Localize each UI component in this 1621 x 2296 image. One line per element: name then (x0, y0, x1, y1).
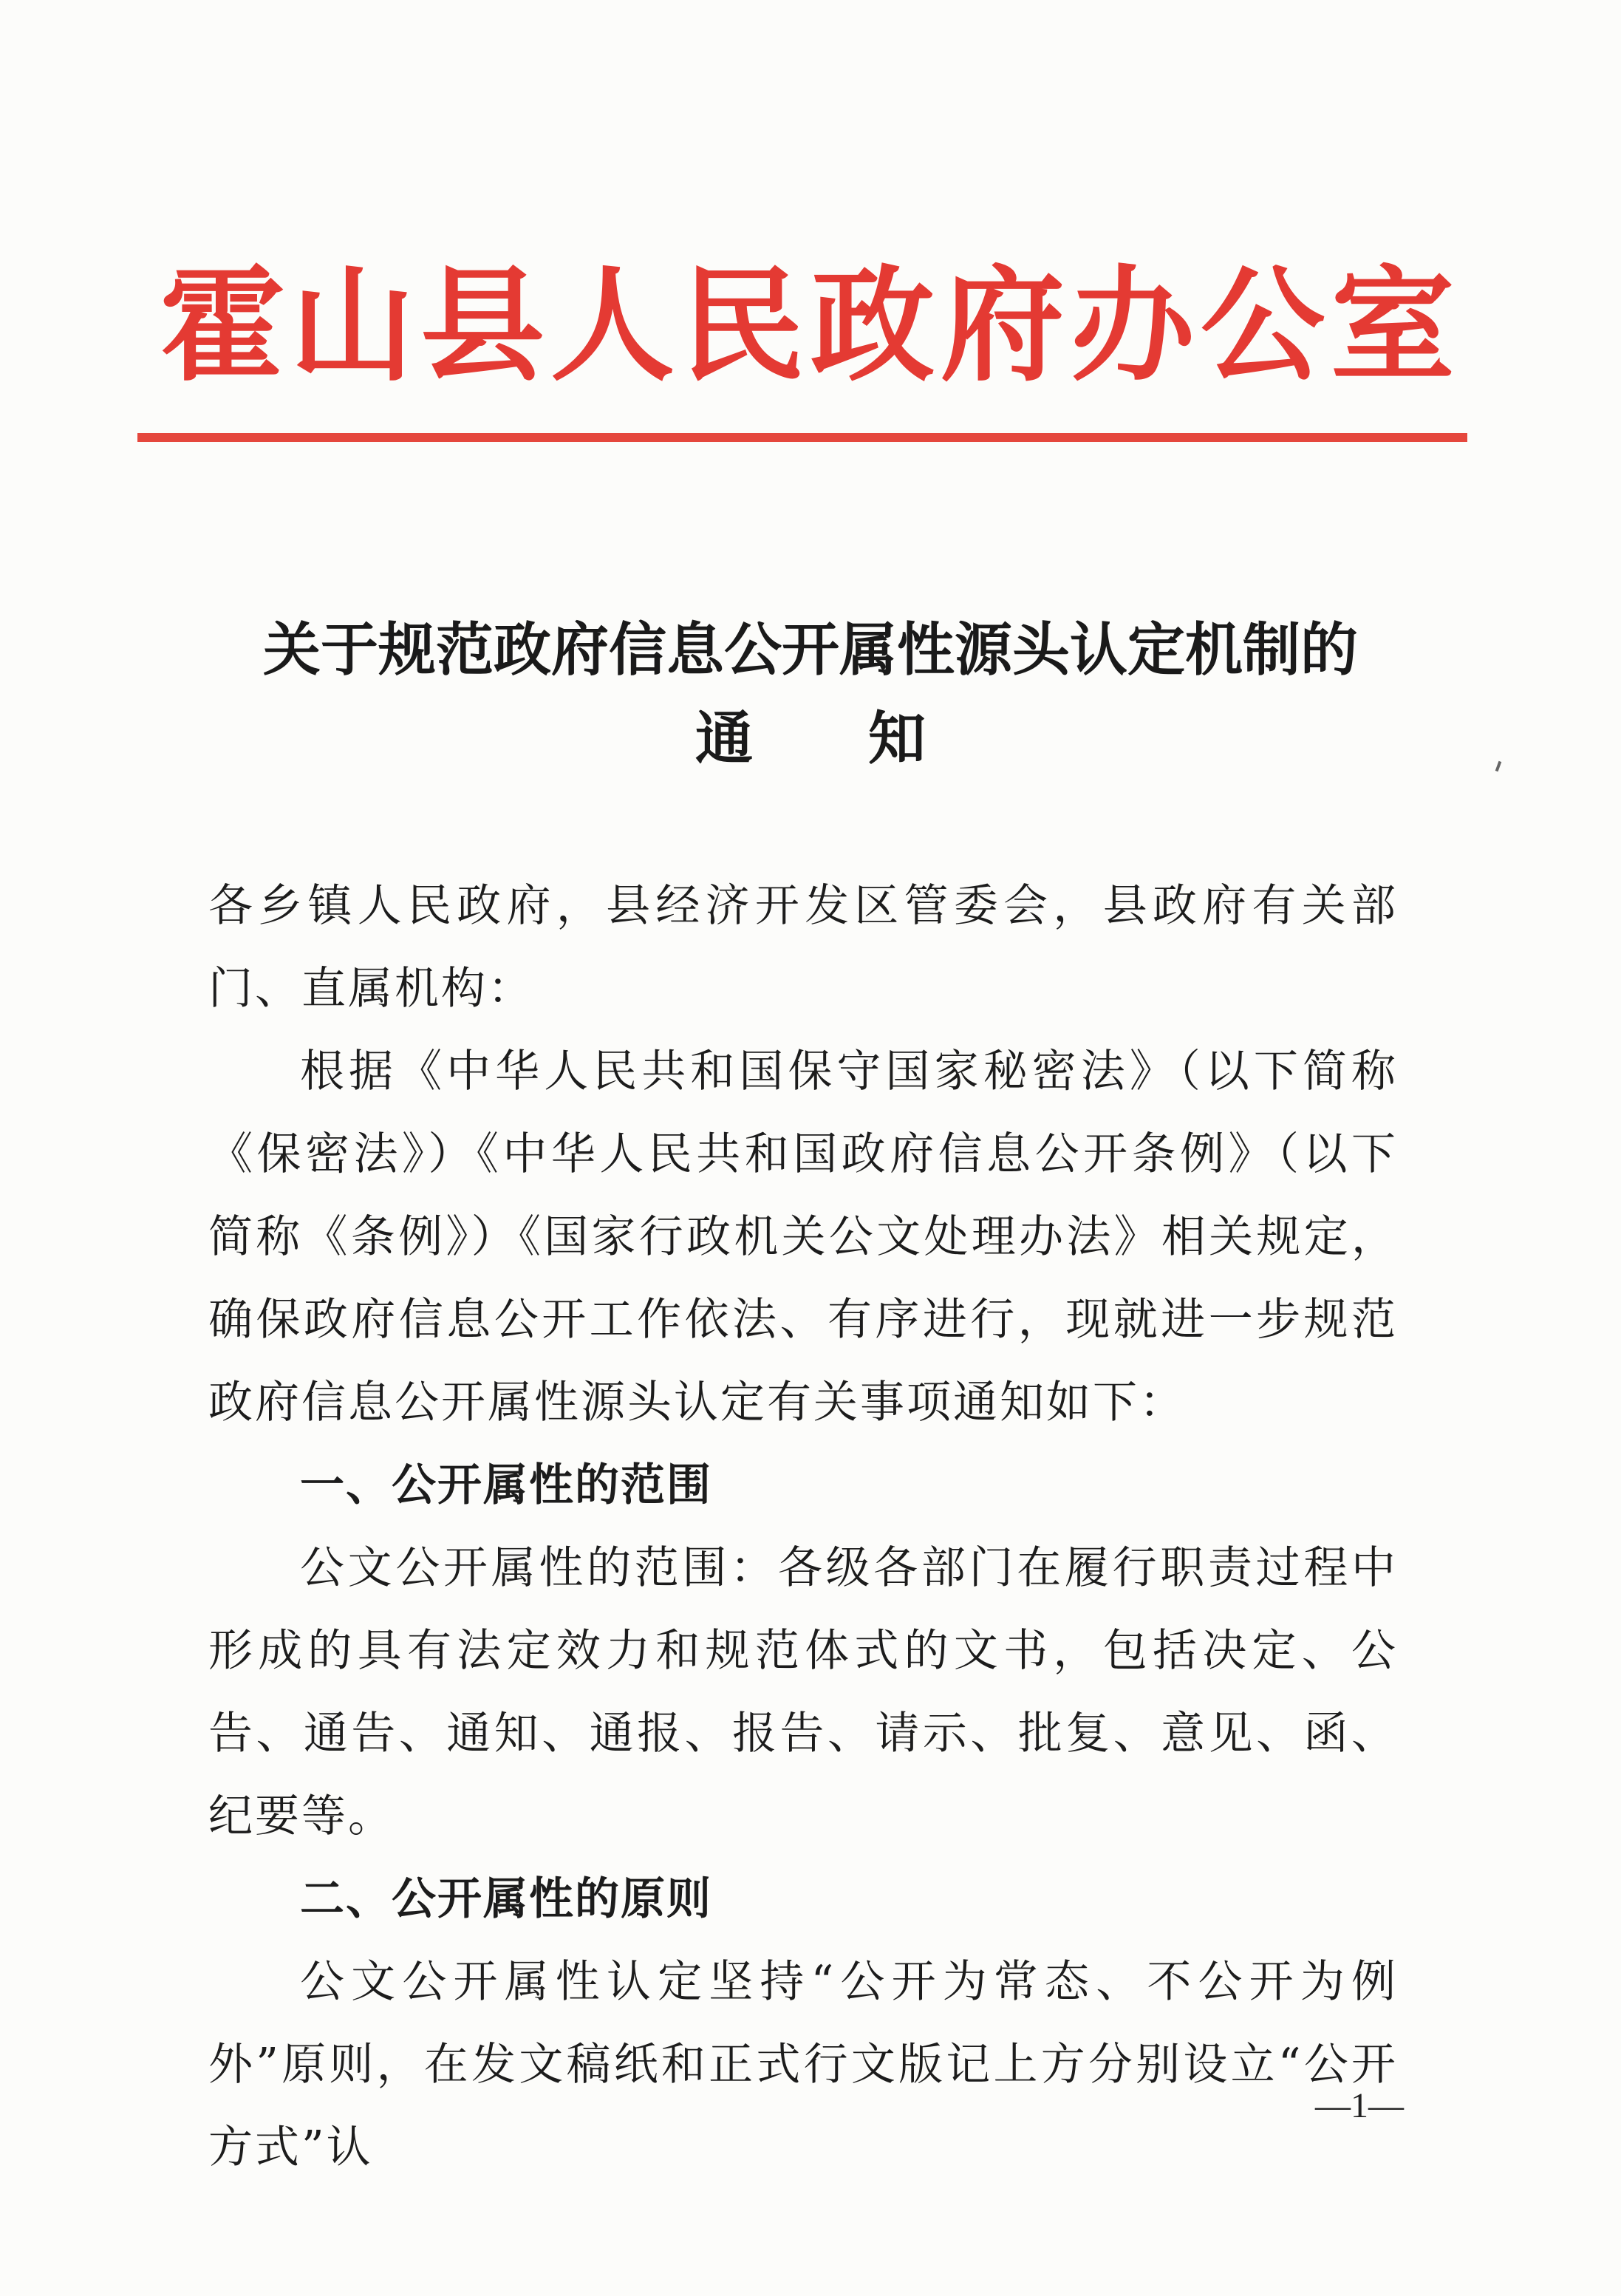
section-text-scope: 公文公开属性的范围：各级各部门在履行职责过程中形成的具有法定效力和规范体式的文书，包括决定、公告、通告、通知、通报、报告、请示、批复、意见、函、纪要等。 (208, 1542, 1398, 1842)
section-text-principle: 公文公开属性认定坚持“公开为常态、不公开为例外”原则，在发文稿纸和正式行文版记上方分别设立“公开方式”认 (208, 1956, 1398, 2173)
salutation: 各乡镇人民政府，县经济开发区管委会，县政府有关部门、直属机构： (208, 880, 1398, 1015)
page-number: —1— (1315, 2086, 1404, 2125)
masthead-red-rule (137, 433, 1467, 442)
document-title (0, 606, 1621, 783)
document-title-line2: 通 知 (695, 705, 926, 772)
section-heading-scope: 一、公开属性的范围 (300, 1459, 712, 1511)
section-heading-principle: 二、公开属性的原则 (300, 1873, 712, 1925)
document-title-line1: 关于规范政府信息公开属性源头认定机制的 (262, 616, 1358, 684)
document-body (208, 865, 1398, 2189)
masthead-org-name: 霍山县人民政府办公室 (160, 252, 1461, 398)
intro-paragraph: 根据《中华人民共和国保守国家秘密法》（以下简称《保密法》）《中华人民共和国政府信息公开条例》（以下简称《条例》）《国家行政机关公文处理办法》相关规定，确保政府信息公开工作依法、有序进行，现就进一步规范政府信息公开属性源头认定有关事项通知如下： (208, 1046, 1398, 1428)
